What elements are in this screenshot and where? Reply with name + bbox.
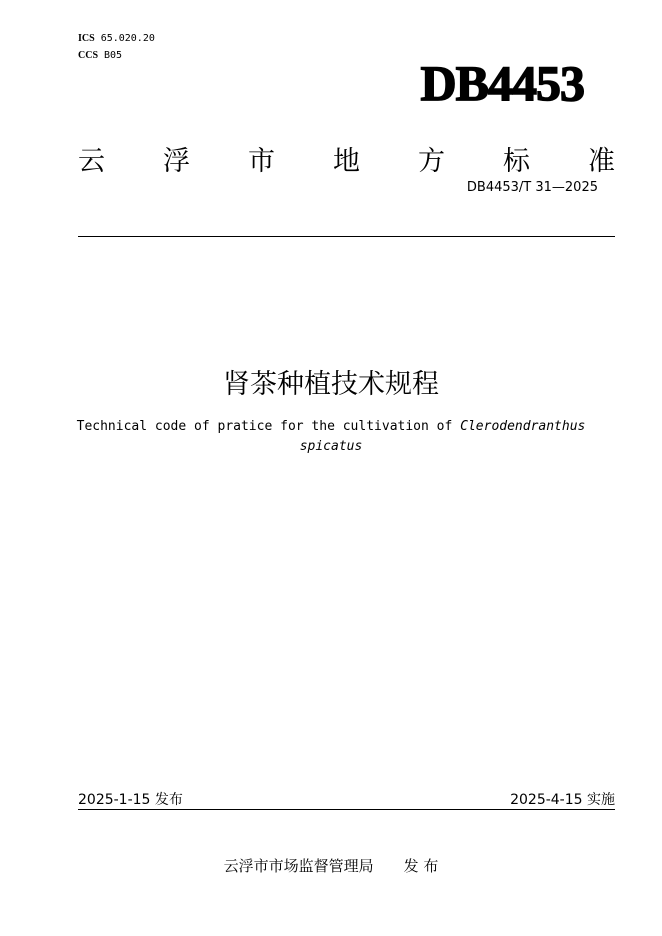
standard-title-char: 地 xyxy=(333,146,360,177)
standard-title-char: 准 xyxy=(588,146,615,177)
title-en-species-epithet: spicatus xyxy=(299,439,363,454)
standard-title-char: 标 xyxy=(503,146,530,177)
ics-line xyxy=(78,32,155,45)
issuer-action: 发 布 xyxy=(403,857,439,875)
document-title-en-line2 xyxy=(0,437,662,457)
ccs-label: CCS xyxy=(78,50,99,61)
standard-title-char: 方 xyxy=(418,146,445,177)
db-logo: DB4453 xyxy=(420,55,584,111)
issuer-name: 云浮市市场监督管理局 xyxy=(223,857,374,875)
document-title-en-line1 xyxy=(0,417,662,437)
standard-title-char: 浮 xyxy=(163,146,190,177)
ccs-code: B05 xyxy=(104,50,123,61)
publish-date: 2025-1-15 发布 xyxy=(78,792,183,808)
document-title-en xyxy=(0,417,662,457)
implement-date: 2025-4-15 实施 xyxy=(510,792,615,808)
top-divider xyxy=(78,236,615,237)
standard-title-char: 市 xyxy=(248,146,275,177)
document-title-zh: 肾茶种植技术规程 xyxy=(223,369,439,400)
standard-number: DB4453/T 31—2025 xyxy=(466,180,598,195)
standard-title-char: 云 xyxy=(78,146,105,177)
issuer-line xyxy=(0,855,662,876)
bottom-divider xyxy=(78,809,615,810)
ccs-line xyxy=(78,49,122,62)
ics-code: 65.020.20 xyxy=(100,33,155,44)
ics-label: ICS xyxy=(78,33,95,44)
standard-title xyxy=(78,148,615,175)
title-en-species-genus: Clerodendranthus xyxy=(460,419,586,434)
title-en-prefix: Technical code of pratice for the cultivation of xyxy=(76,419,461,434)
